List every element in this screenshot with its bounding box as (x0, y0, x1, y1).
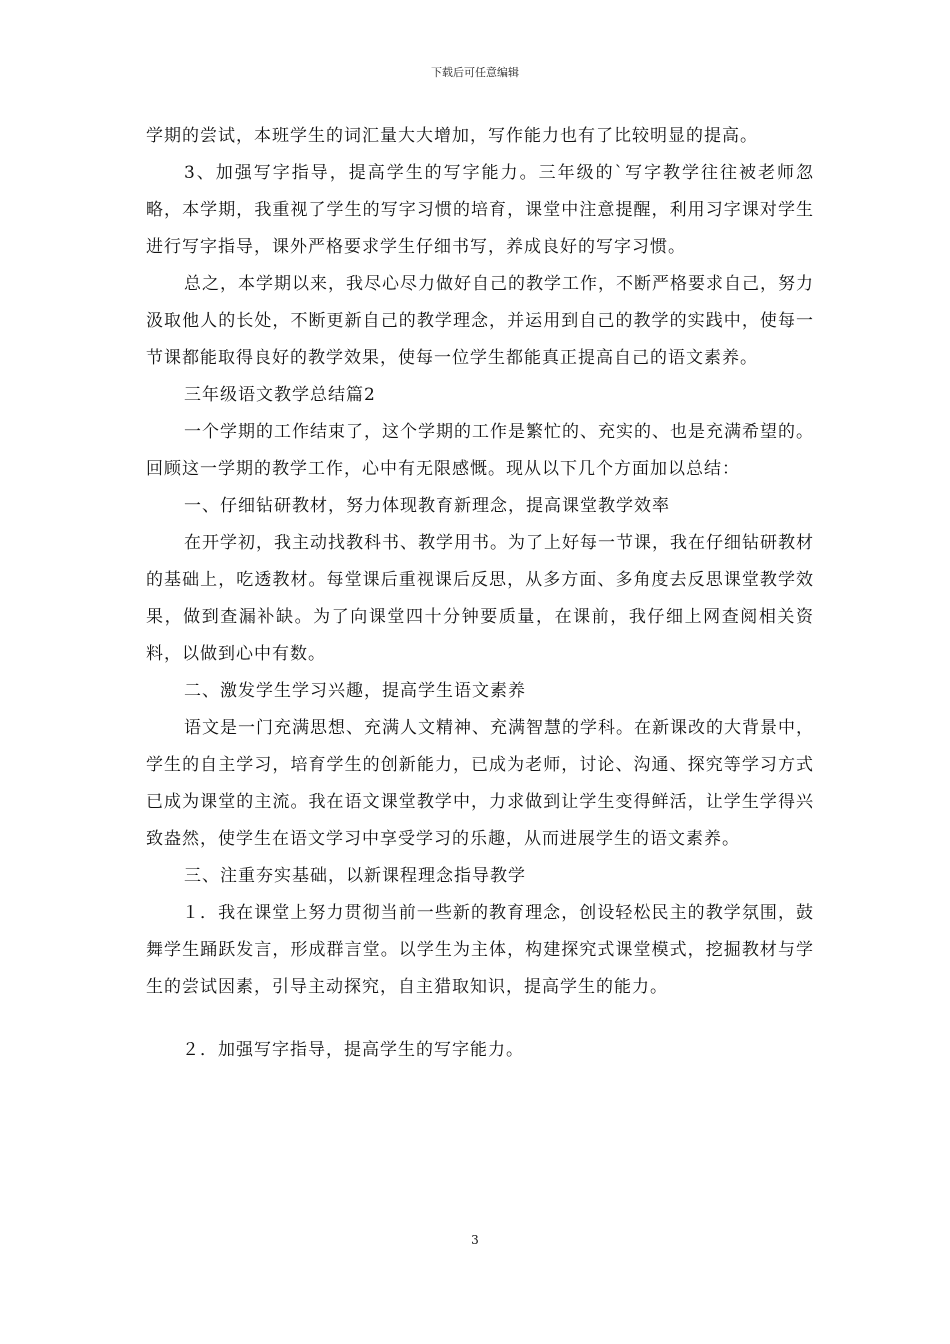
paragraph: 学期的尝试，本班学生的词汇量大大增加，写作能力也有了比较明显的提高。 (146, 126, 758, 146)
paragraph: 总之，本学期以来，我尽心尽力做好自己的教学工作，不断严格要求自己，努力汲取他人的长处，不断更新自己的教学理念，并运用到自己的教学的实践中，使每一节课都能取得良好的教学效果，使每一位学生都能真正提高自己的语文素养。 (146, 274, 814, 368)
section-heading: 三、注重夯实基础，以新课程理念指导教学 (184, 866, 526, 886)
paragraph: 语文是一门充满思想、充满人文精神、充满智慧的学科。在新课改的大背景中，学生的自主学习，培育学生的创新能力，已成为老师，讨论、沟通、探究等学习方式已成为课堂的主流。我在语文课堂教学中，力求做到让学生变得鲜活，让学生学得兴致盎然，使学生在语文学习中享受学习的乐趣，从而进展学生的语文素养。 (146, 718, 814, 849)
section-heading: 二、激发学生学习兴趣，提高学生语文素养 (184, 681, 526, 701)
paragraph-gap (146, 1006, 814, 1032)
page-number: 3 (471, 1233, 479, 1247)
paragraph: 一个学期的工作结束了，这个学期的工作是繁忙的、充实的、也是充满希望的。回顾这一学期的教学工作，心中有无限感慨。现从以下几个方面加以总结： (146, 422, 814, 479)
paragraph: 在开学初，我主动找教科书、教学用书。为了上好每一节课，我在仔细钻研教材的基础上，吃透教材。每堂课后重视课后反思，从多方面、多角度去反思课堂教学效果，做到查漏补缺。为了向课堂四十分钟要质量，在课前，我仔细上网查阅相关资料，以做到心中有数。 (146, 533, 814, 664)
paragraph: 3、加强写字指导，提高学生的写字能力。三年级的`写字教学往往被老师忽略，本学期，我重视了学生的写字习惯的培育，课堂中注意提醒，利用习字课对学生进行写字指导，课外严格要求学生仔细书写，养成良好的写字习惯。 (146, 163, 814, 257)
document-body (146, 118, 814, 1069)
page-header: 下载后可任意编辑 (431, 66, 519, 79)
section-heading: 一、仔细钻研教材，努力体现教育新理念，提高课堂教学效率 (184, 496, 670, 516)
paragraph: ２．加强写字指导，提高学生的写字能力。 (182, 1040, 524, 1060)
paragraph: １．我在课堂上努力贯彻当前一些新的教育理念，创设轻松民主的教学氛围，鼓舞学生踊跃发言，形成群言堂。以学生为主体，构建探究式课堂模式，挖掘教材与学生的尝试因素，引导主动探究，自主猎取知识，提高学生的能力。 (146, 903, 814, 997)
section-heading: 三年级语文教学总结篇2 (184, 385, 376, 405)
